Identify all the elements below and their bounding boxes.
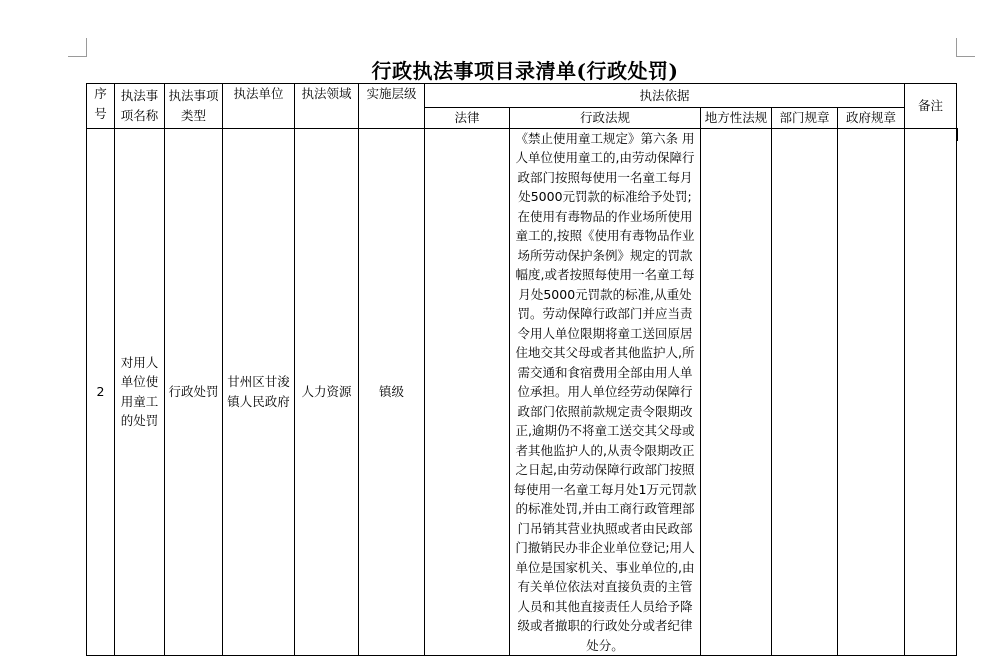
cell-item-type: 行政处罚 [165,128,223,656]
cell-item-name: 对用人单位使用童工的处罚 [115,128,165,656]
header-level: 实施层级 [359,84,425,129]
header-item-type: 执法事项类型 [165,84,223,129]
header-unit: 执法单位 [223,84,295,129]
cell-level: 镇级 [359,128,425,656]
cell-local-regulation [701,128,772,656]
header-remark: 备注 [905,84,957,129]
cell-law [425,128,510,656]
cell-gov-rule [838,128,905,656]
enforcement-items-table [86,83,957,656]
cell-dept-rule [772,128,838,656]
cell-unit: 甘州区甘浚镇人民政府 [223,128,295,656]
header-item-name: 执法事项名称 [115,84,165,129]
text-cursor [957,128,958,141]
header-domain: 执法领域 [295,84,359,129]
table-row [87,128,957,656]
cell-domain: 人力资源 [295,128,359,656]
header-admin-regulation: 行政法规 [510,108,701,129]
cell-admin-regulation: 《禁止使用童工规定》第六条 用人单位使用童工的,由劳动保障行政部门按照每使用一名童工每月处5000元罚款的标准给予处罚;在使用有毒物品的作业场所使用童工的,按照《使用有毒物品作业场所劳动保护条例》规定的罚款幅度,或者按照每使用一名童工每月处5000元罚款的标准,从重处罚。劳动保障行政部门并应当责令用人单位限期将童工送回原居住地交其父母或者其他监护人,所需交通和食宿费用全部由用人单位承担。用人单位经劳动保障行政部门依照前款规定责令限期改正,逾期仍不将童工送交其父母或者其他监护人的,从责令限期改正之日起,由劳动保障行政部门按照每使用一名童工每月处1万元罚款的标准处罚,并由工商行政管理部门吊销其营业执照或者由民政部门撤销民办非企业单位登记;用人单位是国家机关、事业单位的,由有关单位依法对直接负责的主管人员和其他直接责任人员给予降级或者撤职的行政处分或者纪律处分。 [510,128,701,656]
cell-remark [905,128,957,656]
header-gov-rule: 政府规章 [838,108,905,129]
cell-seq: 2 [87,128,115,656]
header-seq: 序号 [87,84,115,129]
header-dept-rule: 部门规章 [772,108,838,129]
document-title: 行政执法事项目录清单(行政处罚) [371,59,679,83]
header-basis: 执法依据 [425,84,905,108]
header-local-regulation: 地方性法规 [701,108,772,129]
header-law: 法律 [425,108,510,129]
